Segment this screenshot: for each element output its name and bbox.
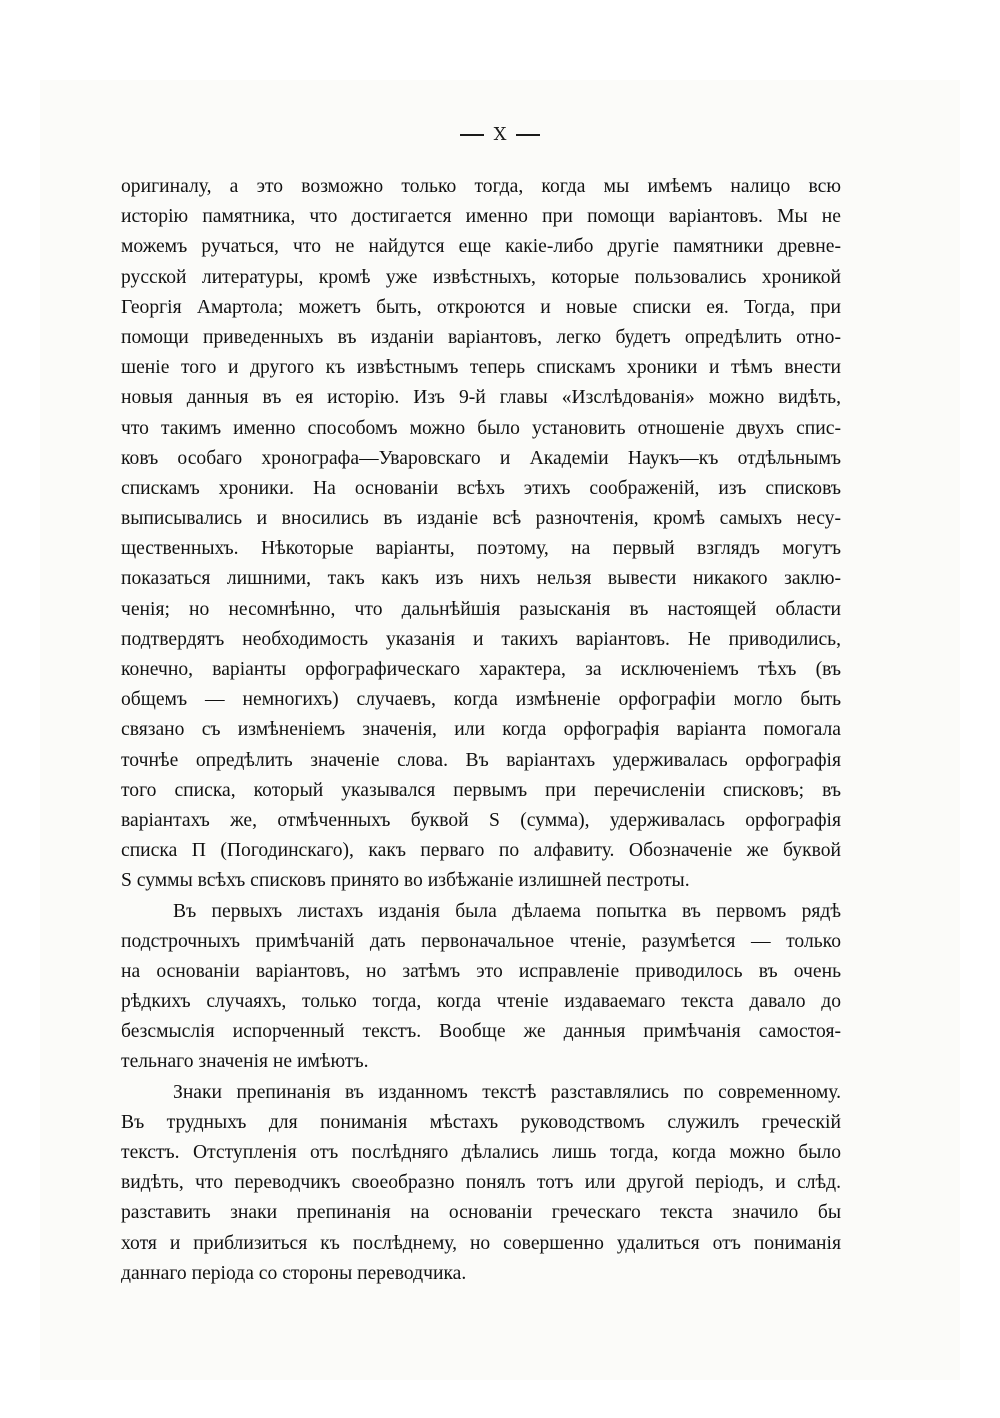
text-line: конечно, варіанты орфографическаго характера, за исключеніемъ тѣхъ (въ — [121, 659, 841, 680]
text-line: S суммы всѣхъ списковъ принято во избѣжаніе излишней пестроты. — [121, 870, 690, 892]
text-line: тельнаго значенія не имѣютъ. — [121, 1051, 369, 1073]
text-line: новыя данныя въ ея исторію. Изъ 9-й главы «Изслѣдованія» можно видѣть, — [121, 387, 841, 409]
page-header — [0, 124, 1000, 145]
text-line: Въ трудныхъ для пониманія мѣстахъ руководствомъ служилъ греческій — [121, 1111, 841, 1133]
right-dash — [516, 134, 540, 136]
text-line: Въ первыхъ листахъ изданія была дѣлаема попытка въ первомъ рядѣ — [173, 900, 841, 922]
text-line: что такимъ именно способомъ можно было установить отношеніе двухъ спис- — [121, 417, 841, 439]
paragraph-1 — [121, 172, 841, 897]
text-line: общемъ — немногихъ) случаевъ, когда измѣненіе орфографіи могло быть — [121, 689, 841, 711]
text-line: оригиналу, а это возможно только тогда, когда мы имѣемъ налицо всю — [121, 176, 841, 197]
text-line: разставить знаки препинанія на основаніи греческаго текста значило бы — [121, 1202, 841, 1224]
body-text — [121, 172, 841, 1289]
text-line: подтвердятъ необходимость указанія и такихъ варіантовъ. Не приводились, — [121, 628, 841, 650]
text-line: показаться лишними, такъ какъ изъ нихъ нельзя вывести никакого заклю- — [121, 568, 841, 590]
text-line: связано съ измѣненіемъ значенія, или когда орфографія варіанта помогала — [121, 719, 841, 741]
text-line: помощи приведенныхъ въ изданіи варіантовъ, легко будетъ опредѣлить отно- — [121, 326, 841, 348]
text-line: ченія; но несомнѣнно, что дальнѣйшія разысканія въ настоящей области — [121, 598, 841, 620]
text-line: русской литературы, кромѣ уже извѣстныхъ, которые пользовались хроникой — [121, 266, 841, 288]
left-dash — [460, 134, 484, 136]
text-line: списка П (Погодинскаго), какъ перваго по алфавиту. Обозначеніе же буквой — [121, 840, 841, 862]
paragraph-3 — [121, 1078, 841, 1289]
text-line: текстъ. Отступленія отъ послѣдняго дѣлались лишь тогда, когда можно было — [121, 1142, 841, 1163]
text-line: видѣть, что переводчикъ своеобразно понялъ тотъ или другой періодъ, и слѣд. — [121, 1172, 841, 1194]
text-line: на основаніи варіантовъ, но затѣмъ это исправленіе приводилось въ очень — [121, 960, 841, 982]
text-line: ковъ особаго хронографа—Уваровскаго и Академіи Наукъ—къ отдѣльнымъ — [121, 447, 841, 469]
text-line: того списка, который указывался первымъ при перечисленіи списковъ; въ — [121, 779, 841, 801]
text-line: варіантахъ же, отмѣченныхъ буквой S (сумма), удерживалась орфографія — [121, 809, 841, 831]
text-line: спискамъ хроники. На основаніи всѣхъ этихъ соображеній, изъ списковъ — [121, 477, 841, 499]
text-line: точнѣе опредѣлить значеніе слова. Въ варіантахъ удерживалась орфографія — [121, 749, 841, 771]
text-line: выписывались и вносились въ изданіе всѣ разночтенія, кромѣ самыхъ несу- — [121, 508, 841, 530]
text-line: подстрочныхъ примѣчаній дать первоначальное чтеніе, разумѣется — только — [121, 930, 841, 952]
text-line: исторію памятника, что достигается именно при помощи варіантовъ. Мы не — [121, 206, 841, 228]
text-line: рѣдкихъ случаяхъ, только тогда, когда чтеніе издаваемаго текста давало до — [121, 991, 841, 1013]
paragraph-2 — [121, 897, 841, 1078]
text-line: хотя и приблизиться къ послѣднему, но совершенно удалиться отъ пониманія — [121, 1232, 841, 1254]
text-line: шеніе того и другого къ извѣстнымъ теперь спискамъ хроники и тѣмъ внести — [121, 357, 841, 379]
text-line: щественныхъ. Нѣкоторые варіанты, поэтому, на первый взглядъ могутъ — [121, 538, 841, 560]
text-line: даннаго періода со стороны переводчика. — [121, 1262, 467, 1284]
text-line: можемъ ручаться, что не найдутся еще какіе-либо другіе памятники древне- — [121, 236, 841, 258]
text-line: Георгія Амартола; можетъ быть, откроются и новые списки ея. Тогда, при — [121, 296, 841, 318]
page-number: X — [493, 124, 507, 145]
text-line: безсмыслія испорченный текстъ. Вообще же данныя примѣчанія самостоя- — [121, 1021, 841, 1043]
text-line: Знаки препинанія въ изданномъ текстѣ разставлялись по современному. — [173, 1081, 841, 1103]
